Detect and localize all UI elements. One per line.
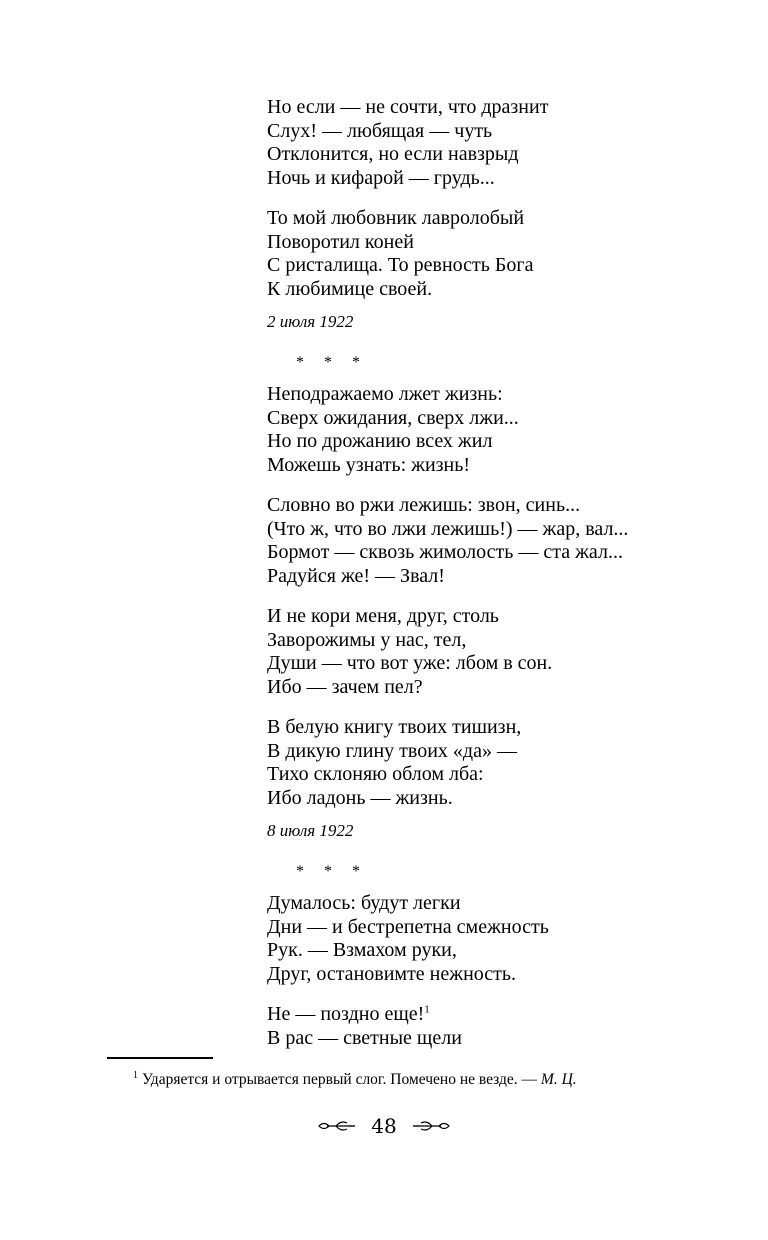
verse-line: Но если — не сочти, что дразнит [267, 96, 549, 118]
verse-line: В рас — светные щели [267, 1026, 462, 1049]
verse-line [267, 1003, 707, 1027]
verse-line: Души — что вот уже: лбом в сон. [267, 652, 553, 674]
verse-line: Словно во ржи лежишь: звон, синь... [267, 494, 581, 516]
verse-line: Ибо — зачем пел? [267, 675, 423, 698]
stanza [267, 494, 707, 588]
stanza [267, 383, 707, 477]
verse-line: Думалось: будут легки [267, 892, 461, 914]
footnote-author: М. Ц. [540, 1071, 577, 1088]
stanza [267, 207, 707, 301]
section-separator: * * * [296, 354, 368, 371]
stanza [267, 605, 707, 699]
stanza [267, 716, 707, 810]
poem-date: 2 июля 1922 [267, 312, 354, 331]
poem-section-1 [267, 96, 707, 333]
verse-line: В белую книгу твоих тишизн, [267, 716, 522, 738]
section-separator: * * * [296, 863, 368, 880]
verse-line: Друг, остановимте нежность. [267, 962, 517, 985]
verse-line: Можешь узнать: жизнь! [267, 453, 471, 476]
verse-line: То мой любовник лавролобый [267, 207, 525, 229]
stanza [267, 96, 707, 190]
verse-line: Радуйся же! — Звал! [267, 564, 445, 587]
verse-line: Отклонится, но если навзрыд [267, 143, 519, 165]
footnote-text: Ударяется и отрывается первый слог. Помечено не везде. — [142, 1071, 538, 1088]
verse-line: Тихо склоняю облом лба: [267, 763, 484, 785]
poem-column [267, 96, 707, 1067]
fleuron-right-icon [412, 1119, 450, 1133]
verse-line: В дикую глину твоих «да» — [267, 739, 517, 762]
fleuron-left-icon [318, 1119, 356, 1133]
verse-line: Ночь и кифарой — грудь... [267, 166, 495, 189]
verse-line: Дни — и бестрепетна смежность [267, 915, 549, 938]
verse-line: Сверх ожидания, сверх лжи... [267, 406, 519, 429]
verse-line: И не кори меня, друг, столь [267, 605, 499, 627]
poem-section-3 [267, 862, 707, 1050]
footnote [133, 1070, 733, 1090]
verse-line: Слух! — любящая — чуть [267, 119, 493, 142]
page-number: 48 [371, 1114, 397, 1139]
verse-line: Поворотил коней [267, 230, 414, 253]
verse-line: Заворожимы у нас, тел, [267, 628, 467, 651]
verse-line: Рук. — Взмахом руки, [267, 939, 457, 961]
verse-line: Ибо ладонь — жизнь. [267, 786, 453, 809]
verse-line: К любимице своей. [267, 277, 433, 300]
verse-line: (Что ж, что во лжи лежишь!) — жар, вал... [267, 517, 629, 540]
verse-text: Не — поздно еще! [267, 1003, 425, 1025]
verse-line: С ристалища. То ревность Бога [267, 254, 534, 276]
verse-line: Неподражаемо лжет жизнь: [267, 383, 503, 405]
stanza [267, 892, 707, 986]
footnote-divider [107, 1057, 213, 1059]
footnote-reference[interactable]: 1 [424, 1003, 430, 1016]
page-footer [0, 1112, 768, 1139]
stanza [267, 1003, 707, 1050]
poem-date: 8 июля 1922 [267, 821, 354, 840]
verse-line: Но по дрожанию всех жил [267, 430, 493, 452]
footnote-mark: 1 [133, 1069, 138, 1081]
poem-section-2 [267, 353, 707, 842]
verse-line: Бормот — сквозь жимолость — ста жал... [267, 541, 623, 563]
